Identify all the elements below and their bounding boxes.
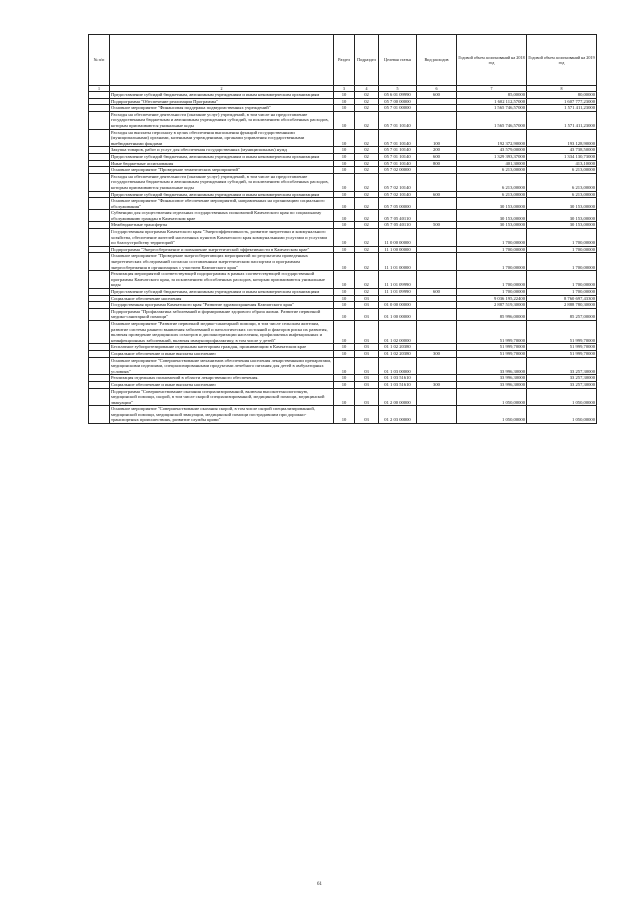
colnum-7: 7 <box>457 86 527 92</box>
row-vr-cell <box>417 111 457 129</box>
row-num-cell <box>89 167 110 174</box>
table-row <box>89 357 597 375</box>
row-y2-cell: 80,00000 <box>527 92 597 99</box>
table-row <box>89 111 597 129</box>
row-num-cell <box>89 344 110 351</box>
table-row <box>89 160 597 167</box>
table-row <box>89 129 597 147</box>
row-podrazdel-cell: 02 <box>355 167 379 174</box>
row-y1-cell: 30 153,00000 <box>457 210 527 222</box>
row-y2-cell: 1 334 130,73000 <box>527 153 597 160</box>
row-name-cell: Подпрограмма "Профилактика заболеваний и формирование здорового образа жизни. Развитие первичной медико-санитарной помощи" <box>110 308 334 320</box>
row-podrazdel-cell: 03 <box>355 381 379 388</box>
row-y1-cell: 51 999,70000 <box>457 350 527 357</box>
row-cs-cell: 05 7 01 10140 <box>379 111 417 129</box>
row-y2-cell: 33 257,30000 <box>527 357 597 375</box>
table-row <box>89 210 597 222</box>
row-razdel-cell: 10 <box>334 388 355 406</box>
row-vr-cell <box>417 308 457 320</box>
row-razdel-cell: 10 <box>334 210 355 222</box>
row-num-cell <box>89 229 110 247</box>
row-y2-cell: 51 999,70000 <box>527 350 597 357</box>
table-row <box>89 147 597 154</box>
row-num-cell <box>89 246 110 253</box>
row-y1-cell: 51 999,70000 <box>457 320 527 343</box>
row-name-cell: Основное мероприятие "Финансовое обеспечение мероприятий, направленных на организацию социального обслуживания" <box>110 198 334 210</box>
row-name-cell: Социальное обеспечение и иные выплаты населению <box>110 381 334 388</box>
row-razdel-cell: 10 <box>334 357 355 375</box>
row-num-cell <box>89 253 110 271</box>
row-razdel-cell: 10 <box>334 92 355 99</box>
row-y1-cell: 6 213,00000 <box>457 167 527 174</box>
row-num-cell <box>89 198 110 210</box>
row-y1-cell: 1 329 393,37000 <box>457 153 527 160</box>
row-y1-cell: 401,30000 <box>457 160 527 167</box>
row-razdel-cell: 10 <box>334 271 355 289</box>
header-name <box>110 35 334 86</box>
table-row <box>89 98 597 105</box>
row-y1-cell: 1 700,00000 <box>457 271 527 289</box>
row-num-cell <box>89 308 110 320</box>
row-podrazdel-cell: 02 <box>355 153 379 160</box>
table-row <box>89 222 597 229</box>
row-podrazdel-cell: 02 <box>355 210 379 222</box>
row-razdel-cell: 10 <box>334 375 355 382</box>
row-razdel-cell: 10 <box>334 167 355 174</box>
row-podrazdel-cell: 03 <box>355 295 379 302</box>
row-num-cell <box>89 289 110 296</box>
row-y2-cell: 33 257,30000 <box>527 381 597 388</box>
row-vr-cell: 500 <box>417 222 457 229</box>
row-y2-cell: 8 760 697,43300 <box>527 295 597 302</box>
row-name-cell: Субвенции для осуществления отдельных государственных полномочий Камчатского края по социальному обслуживанию граждан в Камчатском крае <box>110 210 334 222</box>
row-y2-cell: 30 153,00000 <box>527 198 597 210</box>
row-vr-cell <box>417 167 457 174</box>
colnum-2: 2 <box>110 86 334 92</box>
row-num-cell <box>89 191 110 198</box>
row-y1-cell: 85 996,00000 <box>457 308 527 320</box>
row-y1-cell: 1 050,00000 <box>457 406 527 424</box>
row-num-cell <box>89 381 110 388</box>
row-num-cell <box>89 375 110 382</box>
row-y1-cell: 6 213,00000 <box>457 173 527 191</box>
table-row <box>89 173 597 191</box>
table-row <box>89 381 597 388</box>
row-vr-cell: 600 <box>417 289 457 296</box>
header-y1: Годовой объем ассигнований на 2018 год <box>457 35 527 86</box>
row-vr-cell: 200 <box>417 147 457 154</box>
header-podrazdel: Подраздел <box>355 35 379 86</box>
row-name-cell: Государственная программа Камчатского края "Развитие здравоохранения Камчатского края" <box>110 302 334 309</box>
row-name-cell: Подпрограмма "Совершенствование оказания специализированной, включая высокотехнологичную, медицинской помощи, скорой, в том числе скорой специализированной, медицинской помощи, медицинской эвакуации" <box>110 388 334 406</box>
row-name-cell: Реализация отдельных полномочий в области лекарственного обеспечения. <box>110 375 334 382</box>
row-y2-cell: 30 153,00000 <box>527 222 597 229</box>
row-y1-cell: 51 999,70000 <box>457 344 527 351</box>
row-y1-cell: 2 887 519,30000 <box>457 302 527 309</box>
header-num: № п/п <box>89 35 110 86</box>
row-vr-cell: 800 <box>417 160 457 167</box>
row-num-cell <box>89 295 110 302</box>
row-razdel-cell: 10 <box>334 289 355 296</box>
row-y1-cell: 1 565 746,57000 <box>457 111 527 129</box>
row-podrazdel-cell: 03 <box>355 350 379 357</box>
row-cs-cell: 01 1 03 51610 <box>379 375 417 382</box>
row-y2-cell: 33 257,30000 <box>527 375 597 382</box>
row-cs-cell: 01 0 00 00000 <box>379 302 417 309</box>
table-row <box>89 344 597 351</box>
row-y2-cell: 2 888 780,30000 <box>527 302 597 309</box>
row-podrazdel-cell: 02 <box>355 92 379 99</box>
row-name-cell: Основное мероприятие "Развитие первичной медико-санитарной помощи, в том числе сельским жителям, развитие системы раннего выявления заболеваний и патологических состояний и факторов риска их развития, включая проведение медицинских осмотров и диспансеризации населения, профилактика инфекционных и неинфекционных заболеваний, включая иммунопрофилактику, в том числе у детей" <box>110 320 334 343</box>
row-vr-cell <box>417 246 457 253</box>
row-num-cell <box>89 350 110 357</box>
row-razdel-cell: 10 <box>334 147 355 154</box>
row-y2-cell: 1 050,00000 <box>527 388 597 406</box>
row-num-cell <box>89 129 110 147</box>
row-vr-cell: 600 <box>417 191 457 198</box>
row-razdel-cell: 10 <box>334 111 355 129</box>
row-num-cell <box>89 271 110 289</box>
row-name-cell: Расходы на выплаты персоналу в целях обеспечения выполнения функций государственными (муниципальными) органами, казенными учреждениями, органами управления государственными внебюджетными фондами <box>110 129 334 147</box>
row-cs-cell: 11 1 01 09990 <box>379 271 417 289</box>
row-cs-cell: 01 1 02 20380 <box>379 344 417 351</box>
row-y1-cell: 33 996,30000 <box>457 357 527 375</box>
row-y1-cell: 1 700,00000 <box>457 253 527 271</box>
row-y2-cell: 1 050,00000 <box>527 406 597 424</box>
row-y1-cell: 85,00000 <box>457 92 527 99</box>
row-cs-cell: 01 1 03 51610 <box>379 381 417 388</box>
row-vr-cell: 300 <box>417 381 457 388</box>
row-cs-cell: 11 1 01 00000 <box>379 253 417 271</box>
row-y2-cell: 193 128,90000 <box>527 129 597 147</box>
table-row <box>89 246 597 253</box>
row-cs-cell: 01 2 03 00000 <box>379 406 417 424</box>
row-razdel-cell: 10 <box>334 173 355 191</box>
row-cs-cell: 05 7 00 00000 <box>379 98 417 105</box>
colnum-3: 3 <box>334 86 355 92</box>
row-razdel-cell: 10 <box>334 295 355 302</box>
row-cs-cell: 05 7 05 40110 <box>379 210 417 222</box>
row-podrazdel-cell: 03 <box>355 308 379 320</box>
header-vr: Вид расходов <box>417 35 457 86</box>
row-vr-cell <box>417 302 457 309</box>
row-vr-cell <box>417 253 457 271</box>
row-cs-cell: 05 7 01 10140 <box>379 160 417 167</box>
row-vr-cell <box>417 105 457 112</box>
row-name-cell: Основное мероприятие "Проведение тематических мероприятий" <box>110 167 334 174</box>
row-name-cell: Предоставление субсидий бюджетным, автономным учреждениям и иным некоммерческим организациям <box>110 289 334 296</box>
row-y1-cell: 33 996,30000 <box>457 381 527 388</box>
row-podrazdel-cell: 02 <box>355 222 379 229</box>
row-name-cell: Иные бюджетные ассигнования <box>110 160 334 167</box>
table-row <box>89 229 597 247</box>
row-y1-cell: 33 996,30000 <box>457 375 527 382</box>
row-vr-cell <box>417 173 457 191</box>
row-num-cell <box>89 388 110 406</box>
colnum-5: 5 <box>379 86 417 92</box>
row-vr-cell: 100 <box>417 129 457 147</box>
row-name-cell: Подпрограмма "Энергосбережение и повышение энергетической эффективности в Камчатском крае" <box>110 246 334 253</box>
row-y2-cell: 1 571 411,23000 <box>527 105 597 112</box>
row-cs-cell: 01 1 02 00000 <box>379 320 417 343</box>
row-vr-cell: 600 <box>417 92 457 99</box>
row-razdel-cell: 10 <box>334 105 355 112</box>
row-y2-cell: 1 700,00000 <box>527 229 597 247</box>
row-num-cell <box>89 111 110 129</box>
row-podrazdel-cell: 02 <box>355 160 379 167</box>
row-name-cell: Расходы на обеспечение деятельности (оказание услуг) учреждений, в том числе на предоставление государственным бюджетным и автономным учреждениям субсидий, за исключением обособленных расходов, которым присваиваются уникальные коды <box>110 111 334 129</box>
row-vr-cell <box>417 388 457 406</box>
row-vr-cell <box>417 210 457 222</box>
row-cs-cell: 05 7 02 00000 <box>379 167 417 174</box>
row-vr-cell <box>417 344 457 351</box>
row-y1-cell: 1 565 746,57000 <box>457 105 527 112</box>
colnum-1: 1 <box>89 86 110 92</box>
row-y1-cell: 1 700,00000 <box>457 289 527 296</box>
row-podrazdel-cell: 03 <box>355 302 379 309</box>
row-cs-cell: 05 7 02 10140 <box>379 173 417 191</box>
row-num-cell <box>89 357 110 375</box>
table-row <box>89 308 597 320</box>
row-cs-cell: 01 1 02 20380 <box>379 350 417 357</box>
row-cs-cell: 05 7 01 00000 <box>379 105 417 112</box>
table-row <box>89 153 597 160</box>
row-y2-cell: 1 571 411,23000 <box>527 111 597 129</box>
row-y1-cell: 1 602 112,57000 <box>457 98 527 105</box>
row-vr-cell: 600 <box>417 153 457 160</box>
row-y1-cell: 9 036 195,22400 <box>457 295 527 302</box>
table-row <box>89 198 597 210</box>
row-num-cell <box>89 210 110 222</box>
row-cs-cell: 01 1 00 00000 <box>379 308 417 320</box>
row-name-cell: Закупка товаров, работ и услуг для обеспечения государственных (муниципальных) нужд <box>110 147 334 154</box>
row-num-cell <box>89 147 110 154</box>
row-y2-cell: 51 999,70000 <box>527 320 597 343</box>
row-razdel-cell: 10 <box>334 406 355 424</box>
row-razdel-cell: 10 <box>334 160 355 167</box>
row-name-cell: Социальное обеспечение и иные выплаты населению <box>110 350 334 357</box>
row-podrazdel-cell: 02 <box>355 246 379 253</box>
table-row <box>89 253 597 271</box>
row-razdel-cell: 10 <box>334 350 355 357</box>
row-vr-cell <box>417 320 457 343</box>
row-cs-cell: 01 2 00 00000 <box>379 388 417 406</box>
row-podrazdel-cell: 02 <box>355 289 379 296</box>
row-podrazdel-cell: 02 <box>355 129 379 147</box>
row-podrazdel-cell: 02 <box>355 105 379 112</box>
row-name-cell: Социальное обеспечение населения <box>110 295 334 302</box>
row-num-cell <box>89 406 110 424</box>
colnum-6: 6 <box>417 86 457 92</box>
row-name-cell: Основное мероприятие "Проведение энергосберегающих мероприятий по результатам проведенных энергетических обследований согласно составленным энергетическим паспортам и программам энергосбережения в организациях с участием Камчатского края" <box>110 253 334 271</box>
row-name-cell: Подпрограмма "Обеспечение реализации Программы" <box>110 98 334 105</box>
table-row <box>89 406 597 424</box>
row-name-cell: Предоставление субсидий бюджетным, автономным учреждениям и иным некоммерческим организациям <box>110 153 334 160</box>
row-y2-cell: 1 700,00000 <box>527 246 597 253</box>
row-razdel-cell: 10 <box>334 222 355 229</box>
row-cs-cell: 11 1 01 09990 <box>379 289 417 296</box>
row-razdel-cell: 10 <box>334 344 355 351</box>
header-cs: Целевая статья <box>379 35 417 86</box>
row-podrazdel-cell: 03 <box>355 344 379 351</box>
row-num-cell <box>89 160 110 167</box>
table-row <box>89 105 597 112</box>
row-name-cell: Основное мероприятие "Совершенствование оказания скорой, в том числе скорой специализированной, медицинской помощи, медицинской эвакуации, медицинской помощи пострадавшим при дорожно-транспортных происшествиях, развитие службы крови" <box>110 406 334 424</box>
colnum-8: 8 <box>527 86 597 92</box>
row-cs-cell: 11 0 00 00000 <box>379 229 417 247</box>
row-name-cell: Государственная программа Камчатского края "Энергоэффективность, развитие энергетики и коммунального хозяйства, обеспечение жителей населенных пунктов Камчатского края коммунальными услугами и услугами по благоустройству территорий" <box>110 229 334 247</box>
row-y1-cell: 1 700,00000 <box>457 246 527 253</box>
row-razdel-cell: 10 <box>334 129 355 147</box>
table-row <box>89 289 597 296</box>
table-row <box>89 320 597 343</box>
row-y1-cell: 30 153,00000 <box>457 222 527 229</box>
row-y2-cell: 1 607 777,23000 <box>527 98 597 105</box>
page-number: 61 <box>317 882 322 887</box>
row-y2-cell: 43 738,50000 <box>527 147 597 154</box>
row-cs-cell: 05 6 01 09990 <box>379 92 417 99</box>
row-razdel-cell: 10 <box>334 191 355 198</box>
row-cs-cell: 05 7 01 10140 <box>379 147 417 154</box>
row-cs-cell: 05 7 05 40110 <box>379 222 417 229</box>
table-row <box>89 350 597 357</box>
row-y1-cell: 43 579,00000 <box>457 147 527 154</box>
row-cs-cell: 11 1 00 00000 <box>379 246 417 253</box>
row-num-cell <box>89 92 110 99</box>
row-razdel-cell: 10 <box>334 308 355 320</box>
row-razdel-cell: 10 <box>334 320 355 343</box>
row-cs-cell: 05 7 01 10140 <box>379 153 417 160</box>
row-vr-cell <box>417 271 457 289</box>
row-razdel-cell: 10 <box>334 229 355 247</box>
row-vr-cell <box>417 198 457 210</box>
table-row <box>89 295 597 302</box>
row-razdel-cell: 10 <box>334 253 355 271</box>
row-cs-cell: 05 7 01 10140 <box>379 129 417 147</box>
row-name-cell: Бесплатное зубопротезирование отдельным категориям граждан, проживающим в Камчатском крае <box>110 344 334 351</box>
row-y2-cell: 413,10000 <box>527 160 597 167</box>
row-y2-cell: 30 153,00000 <box>527 210 597 222</box>
table-row <box>89 388 597 406</box>
row-num-cell <box>89 320 110 343</box>
table-body <box>89 92 597 424</box>
row-y1-cell: 1 700,00000 <box>457 229 527 247</box>
row-num-cell <box>89 105 110 112</box>
row-podrazdel-cell: 02 <box>355 198 379 210</box>
header-y2: Годовой объем ассигнований на 2019 год <box>527 35 597 86</box>
row-name-cell: Реализация мероприятий соответствующей подпрограммы в рамках соответствующей государственной программы Камчатского края, за исключением обособленных расходов, которым присваиваются уникальные коды <box>110 271 334 289</box>
row-num-cell <box>89 153 110 160</box>
row-y2-cell: 85 257,00000 <box>527 308 597 320</box>
row-podrazdel-cell: 03 <box>355 406 379 424</box>
table-row <box>89 92 597 99</box>
row-cs-cell: 01 1 03 00000 <box>379 357 417 375</box>
row-vr-cell <box>417 295 457 302</box>
row-razdel-cell: 10 <box>334 381 355 388</box>
row-podrazdel-cell: 03 <box>355 375 379 382</box>
row-podrazdel-cell: 02 <box>355 98 379 105</box>
row-vr-cell <box>417 375 457 382</box>
table-row <box>89 302 597 309</box>
colnum-4: 4 <box>355 86 379 92</box>
table-row <box>89 271 597 289</box>
row-podrazdel-cell: 02 <box>355 229 379 247</box>
row-razdel-cell: 10 <box>334 153 355 160</box>
row-num-cell <box>89 302 110 309</box>
row-vr-cell <box>417 98 457 105</box>
row-cs-cell: 05 7 02 10140 <box>379 191 417 198</box>
row-y2-cell: 6 213,00000 <box>527 173 597 191</box>
row-podrazdel-cell: 02 <box>355 191 379 198</box>
row-podrazdel-cell: 02 <box>355 111 379 129</box>
budget-table <box>88 34 597 424</box>
row-num-cell <box>89 222 110 229</box>
row-cs-cell <box>379 295 417 302</box>
row-name-cell: Основное мероприятие "Финансовая поддержка подведомственных учреждений" <box>110 105 334 112</box>
row-vr-cell <box>417 357 457 375</box>
row-y2-cell: 1 700,00000 <box>527 289 597 296</box>
table-row <box>89 167 597 174</box>
table-header <box>89 35 597 92</box>
row-y1-cell: 30 153,00000 <box>457 198 527 210</box>
row-num-cell <box>89 98 110 105</box>
row-name-cell: Предоставление субсидий бюджетным, автономным учреждениям и иным некоммерческим организациям <box>110 92 334 99</box>
row-vr-cell <box>417 229 457 247</box>
row-podrazdel-cell: 02 <box>355 253 379 271</box>
row-name-cell: Основное мероприятие "Совершенствование механизмов обеспечения населения лекарственными препаратами, медицинскими изделиями, специализированными продуктами лечебного питания для детей в амбулаторных условиях" <box>110 357 334 375</box>
row-podrazdel-cell: 03 <box>355 320 379 343</box>
row-y2-cell: 1 700,00000 <box>527 253 597 271</box>
row-y1-cell: 1 050,00000 <box>457 388 527 406</box>
row-razdel-cell: 10 <box>334 302 355 309</box>
row-vr-cell <box>417 406 457 424</box>
row-podrazdel-cell: 03 <box>355 357 379 375</box>
header-razdel: Раздел <box>334 35 355 86</box>
row-razdel-cell: 10 <box>334 198 355 210</box>
row-name-cell: Предоставление субсидий бюджетным, автономным учреждениям и иным некоммерческим организациям <box>110 191 334 198</box>
row-podrazdel-cell: 02 <box>355 147 379 154</box>
row-razdel-cell: 10 <box>334 98 355 105</box>
row-podrazdel-cell: 03 <box>355 388 379 406</box>
row-cs-cell: 05 7 05 00000 <box>379 198 417 210</box>
row-num-cell <box>89 173 110 191</box>
row-razdel-cell: 10 <box>334 246 355 253</box>
row-y1-cell: 6 213,00000 <box>457 191 527 198</box>
table-row <box>89 375 597 382</box>
row-podrazdel-cell: 02 <box>355 271 379 289</box>
row-name-cell: Межбюджетные трансферты <box>110 222 334 229</box>
row-y2-cell: 1 700,00000 <box>527 271 597 289</box>
row-y2-cell: 51 999,70000 <box>527 344 597 351</box>
row-y1-cell: 192 372,90000 <box>457 129 527 147</box>
table-row <box>89 191 597 198</box>
row-vr-cell: 300 <box>417 350 457 357</box>
row-y2-cell: 6 213,00000 <box>527 167 597 174</box>
row-name-cell: Расходы на обеспечение деятельности (оказание услуг) учреждений, в том числе на предоставление государственным бюджетным и автономным учреждениям субсидий, за исключением обособленных расходов, которым присваиваются уникальные коды <box>110 173 334 191</box>
row-y2-cell: 6 213,00000 <box>527 191 597 198</box>
row-podrazdel-cell: 02 <box>355 173 379 191</box>
